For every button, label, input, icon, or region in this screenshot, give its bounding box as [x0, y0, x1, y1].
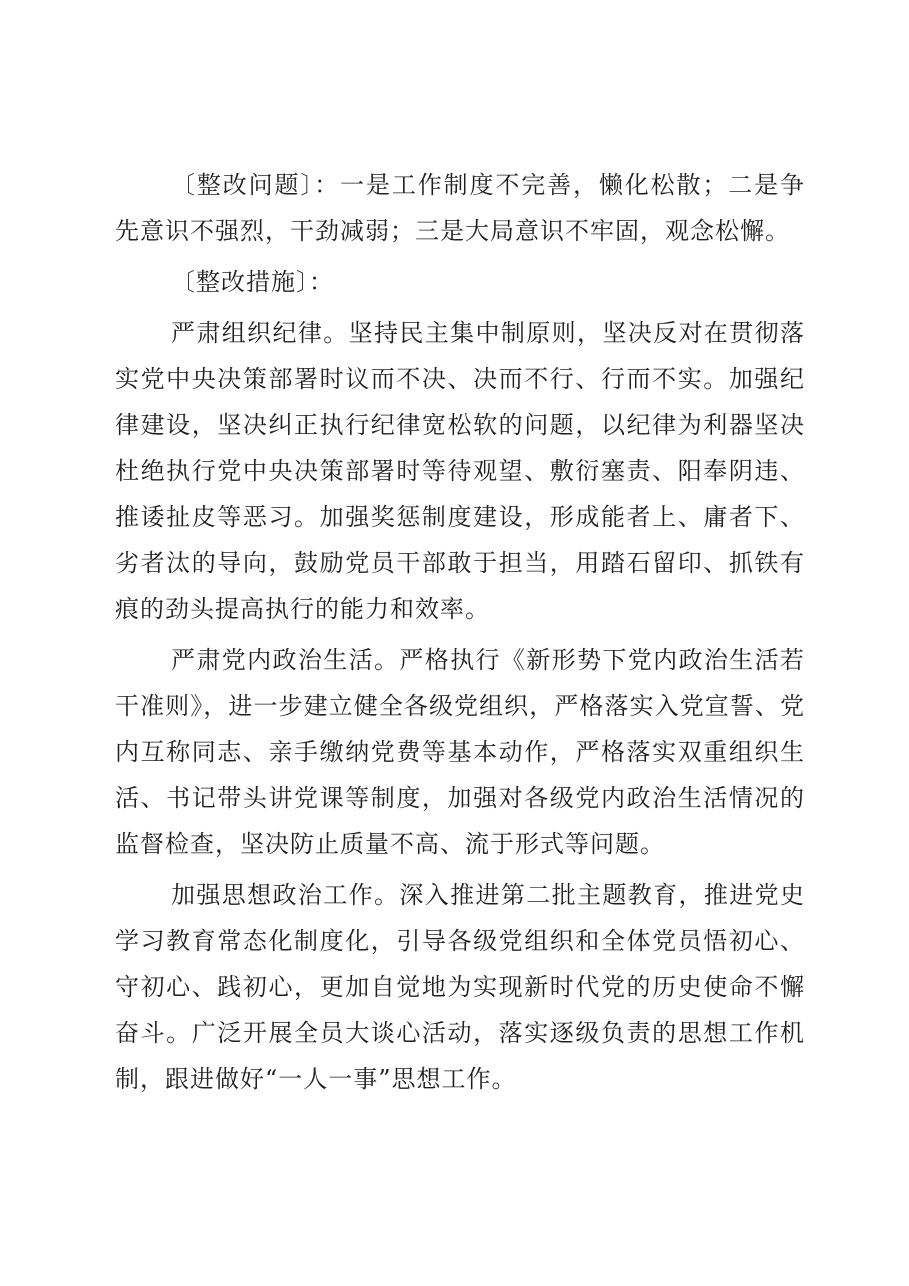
paragraph-ideological-work: 加强思想政治工作。深入推进第二批主题教育，推进党史学习教育常态化制度化，引导各级党组织和全体党员悟初心、守初心、践初心，更加自觉地为实现新时代党的历史使命不懈奋斗。广泛开展全员大谈心活动，落实逐级负责的思想工作机制，跟进做好“一人一事”思想工作。: [115, 881, 805, 1093]
paragraph-organizational-discipline: 严肃组织纪律。坚持民主集中制原则，坚决反对在贯彻落实党中央决策部署时议而不决、决而不行、行而不实。加强纪律建设，坚决纠正执行纪律宽松软的问题，以纪律为利器坚决杜绝执行党中央决策部署时等待观望、敷衍塞责、阳奉阴违、推诿扯皮等恶习。加强奖惩制度建设，形成能者上、庸者下、劣者汰的导向，鼓励党员干部敢于担当，用踏石留印、抓铁有痕的劲头提高执行的能力和效率。: [115, 319, 805, 623]
document-body: [115, 162, 805, 1102]
paragraph-party-political-life: 严肃党内政治生活。严格执行《新形势下党内政治生活若干准则》，进一步建立健全各级党组织，严格落实入党宣誓、党内互称同志、亲手缴纳党费等基本动作，严格落实双重组织生活、书记带头讲党课等制度，加强对各级党内政治生活情况的监督检查，坚决防止质量不高、流于形式等问题。: [115, 646, 805, 858]
paragraph-rectification-measures-heading: 〔整改措施〕：: [171, 268, 334, 296]
paragraph-rectification-issues: 〔整改问题〕：一是工作制度不完善，懒化松散；二是争先意识不强烈，干劲减弱；三是大局意识不牢固，观念松懈。: [115, 171, 805, 245]
